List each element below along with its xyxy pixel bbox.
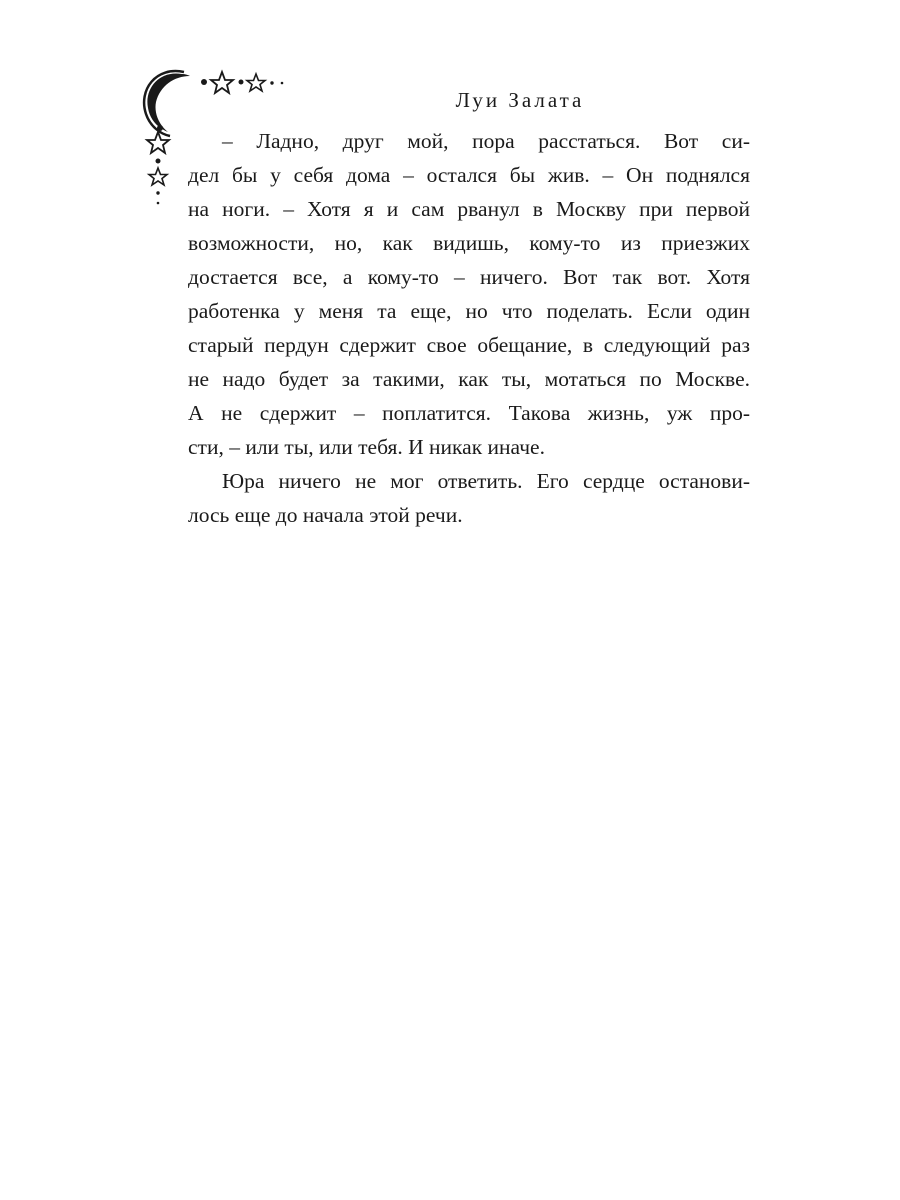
running-header-author: Луи Залата	[455, 88, 585, 112]
text-line: А не сдержит – поплатится. Такова жизнь, уж про-	[188, 401, 750, 425]
body-text	[188, 124, 750, 532]
text-line: сти, – или ты, или тебя. И никак иначе.	[188, 435, 545, 459]
text-line: на ноги. – Хотя я и сам рванул в Москву при первой	[188, 197, 750, 221]
paragraph	[188, 124, 750, 464]
text-line: дел бы у себя дома – остался бы жив. – Он поднялся	[188, 163, 750, 187]
text-line: старый пердун сдержит свое обещание, в следующий раз	[188, 333, 750, 357]
text-line: не надо будет за такими, как ты, мотаться по Москве.	[188, 367, 750, 391]
text-line: Юра ничего не мог ответить. Его сердце останови-	[222, 469, 750, 493]
text-line: лось еще до начала этой речи.	[188, 503, 463, 527]
text-line: достается все, а кому-то – ничего. Вот так вот. Хотя	[188, 265, 750, 289]
text-line: работенка у меня та еще, но что поделать. Если один	[188, 299, 750, 323]
text-line: – Ладно, друг мой, пора расстаться. Вот си-	[222, 129, 750, 153]
paragraph	[188, 464, 750, 532]
text-line: возможности, но, как видишь, кому-то из приезжих	[188, 231, 750, 255]
